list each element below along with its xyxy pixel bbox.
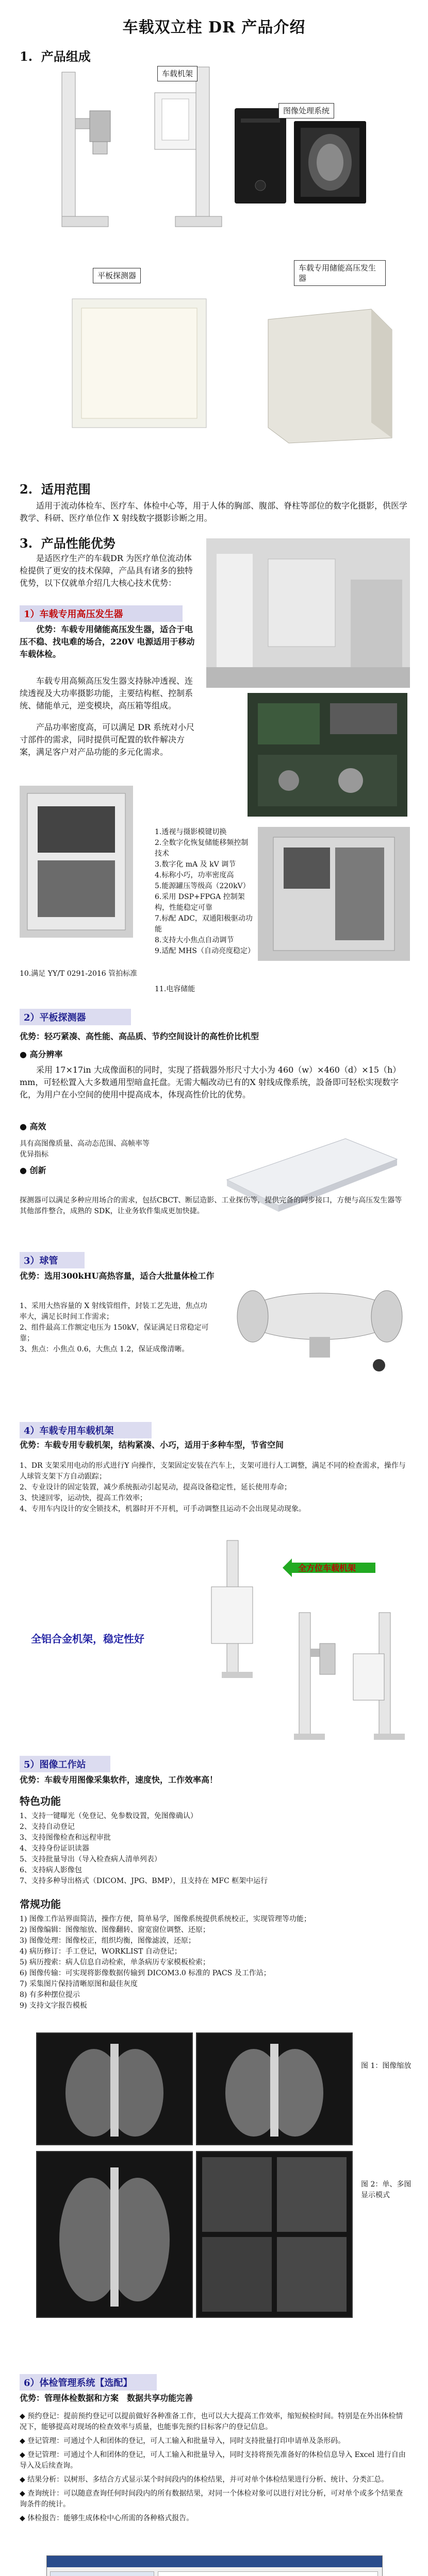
- pc-tower-image: [229, 103, 291, 206]
- heading-efficient: ● 高效: [20, 1122, 46, 1131]
- subsection-1-p2: 车载专用高频高压发生器支持脉冲透视、连续透视及大功率摄影功能，主要结构框、控制系统、储能单元，逆变模块，高压箱等组成。: [20, 676, 193, 710]
- special-feature-item: 3、支持图像检查和远程审批: [20, 1834, 111, 1842]
- tube-line: 1、采用大热容量的 X 射线管组件，封装工艺先进，焦点功率大，满足长时间工作需求；: [20, 1302, 207, 1321]
- section-6-advantage: 优势：管理体检数据和方案 数据共享功能完善: [20, 2393, 193, 2403]
- section-6-bar: 6）体检管理系统【选配】: [20, 2374, 157, 2391]
- bullet-item: ◆ 登记管理：可通过个人和团体的登记，可人工输入和批量导入，同时支持批量打印申请单及条形码。: [20, 2437, 345, 2445]
- section-1-label: 产品组成: [41, 49, 91, 64]
- figure-1-caption: 图 1：图像缩放: [361, 2062, 411, 2070]
- xray-image-multi-view: [196, 2151, 353, 2318]
- standard-feature-item: 4) 病历修订：手工登记，WORKLIST 自动登记；: [20, 1947, 182, 1956]
- section-1-number: 1.: [20, 49, 33, 64]
- flat-panel-detector-image: [62, 289, 217, 438]
- frame-line: 1、DR 支架采用电动的形式进行Y 向操作，支架固定安装在汽车上，支架可进行人工调整，满足不同的检查需求，操作与人球管支架下方自动跟踪；: [20, 1462, 406, 1481]
- feature-item: 4.标称小巧，功率密度高: [155, 871, 234, 879]
- standard-feature-item: 9) 支持文字报告模板: [20, 2002, 87, 2010]
- standard-feature-item: 7) 采集图片保持清晰原图和最佳灰度: [20, 1980, 138, 1988]
- section-3-intro: 是适医疗生产的车载DR 为医疗单位流动体检提供了更安的技术保障，产品具有诸多的独特优势，以下仅就单介绍几大核心技术优势：: [20, 553, 193, 588]
- heading-high-res-text: 高分辨率: [29, 1049, 63, 1059]
- label-generator: 车载专用储能高压发生器: [294, 260, 386, 286]
- bullet-text: 体检报告：能够生成体检中心所需的各种格式报告。: [27, 2514, 194, 2522]
- subsection-1-advantage: 优势：车载专用储能高压发生器，适合于电压不稳、找电难的场合，220V 电源适用于移动车载体检。: [20, 624, 195, 659]
- feature-item: 2.全数字化恢复储能移频控制技术: [155, 839, 249, 858]
- callout-frame-2: 全铝合金机架，稳定性好: [31, 1633, 144, 1645]
- feature-item: 7.标配 ADC，双通阳极驱动功能: [155, 914, 253, 934]
- frame-column-image-1: [196, 1535, 268, 1680]
- special-feature-item: 4、支持身份证识读器: [20, 1844, 89, 1853]
- subsection-1-bar: 1）车载专用高压发生器: [20, 605, 183, 622]
- bullet-text: 登记管理：可通过个人和团体的登记，可人工输入和批量导入，同时支持将预先准备好的体检信息导入 Excel 进行自由导入及后续查询。: [20, 2451, 406, 2470]
- page-title: 车载双立柱 DR 产品介绍: [122, 19, 306, 37]
- subsection-4-bar: 4）车载专用车载机架: [20, 1422, 152, 1438]
- generator-cabinet-open-image: [20, 786, 133, 938]
- tube-lines: [20, 1301, 210, 1355]
- frame-line: 4、专用车内设计的安全锁技术，机器时开不开机，可手动调整且运动不会出现晃动现象。: [20, 1505, 306, 1513]
- innovation-text: 探测器可以满足多种应用场合的需求，包括CBCT、断层造影、工业探伤等，提供完备的同步接口，方便与高压发生器等其他部件整合，成熟的 SDK，让业务软件集成更加快捷。: [20, 1196, 402, 1215]
- standard-feature-item: 6) 图像传输：可实现将影像数据传输到 DICOM3.0 标准的 PACS 及工作站；: [20, 1969, 271, 1977]
- section-3-number: 3.: [20, 536, 33, 551]
- software-left-panel: [50, 2571, 154, 2576]
- bullet-text: 登记管理：可通过个人和团体的登记，可人工输入和批量导入，同时支持批量打印申请单及条形码。: [27, 2437, 345, 2445]
- bullet-item: ◆ 查询统计：可以随意查询任何时间段内的所有数据结果，对同一个体检对象可以进行对比分析，可对单个或多个结果查询条件的统计。: [20, 2489, 403, 2509]
- xray-tube-image: [232, 1260, 407, 1383]
- section-2-label: 适用范围: [41, 482, 91, 497]
- xray-image-chest-large: [36, 2151, 193, 2318]
- dr-stand-image: [46, 62, 242, 232]
- label-workstation: 图像处理系统: [278, 103, 334, 118]
- subsection-4-advantage: 优势：车载专用专载机架，结构紧凑、小巧，适用于多种车型，节省空间: [20, 1440, 284, 1450]
- feature-item: 6.采用 DSP+FPGA 控制架构，性能稳定可靠: [155, 893, 245, 912]
- feature-item: 8.支持大小焦点自动调节: [155, 936, 234, 944]
- bullet-text: 查询统计：可以随意查询任何时间段内的所有数据结果，对同一个体检对象可以进行对比分析，可对单个或多个结果查询条件的统计。: [20, 2489, 403, 2509]
- standard-feature-item: 8) 有多种摆位提示: [20, 1991, 80, 1999]
- standard-features-heading: 常规功能: [20, 1898, 61, 1910]
- special-feature-item: 1、支持一键曝光（免登记、免参数设置，免图像确认）: [20, 1812, 197, 1820]
- label-frame: 车载机架: [157, 66, 197, 81]
- standard-feature-item: 2) 图像编辑：图像缩放、图像翻转、窗宽窗位调整、还原；: [20, 1926, 210, 1934]
- section-6-bullets: [20, 2411, 409, 2527]
- section-3-label: 产品性能优势: [41, 536, 116, 551]
- callout-frame-1-text: 全方位车载机架: [298, 1563, 356, 1573]
- vehicle-interior-image: [206, 538, 410, 688]
- bullet-item: ◆ 登记管理：可通过个人和团体的登记，可人工输入和批量导入，同时支持将预先准备好的体检信息导入 Excel 进行自由导入及后续查询。: [20, 2451, 406, 2470]
- special-features-heading: 特色功能: [20, 1795, 61, 1807]
- subsection-3-advantage: 优势：选用300kHU高热容量，适合大批量体检工作: [20, 1271, 215, 1281]
- label-detector: 平板探测器: [93, 268, 141, 283]
- standard-feature-item: 1) 图像工作站界面简洁，操作方便，简单易学，图像系统提供系统校正，实现管理等功能；: [20, 1915, 311, 1923]
- bullet-text: 预约登记：提前预约登记可以提前做好各种准备工作，也可以大大提高工作效率，缩短候检时间。特别是在外出体检情况下，能够提高对现场的检查效率与质量，也能事先预约目标客户的登记信息。: [20, 2412, 403, 2431]
- frame-line: 2、专业设计的固定装置，减少系统振动引起晃动，提高设备稳定性，延长使用寿命；: [20, 1483, 291, 1492]
- exam-management-software-screenshot: [46, 2555, 383, 2576]
- high-res-text: 采用 17×17in 大成像面积的同时，实现了搭载器外形尺寸大小为 460（w）×460（d）×15（h）mm，可轻松置入大多数通用型暗盒托盘。无需大幅改动已有的X 射线成像系统，設备即可轻松实现数字化，为用户在小空间的使用中提高成本，体现高性价比的优势。: [20, 1065, 401, 1099]
- monitor-image: [291, 118, 369, 206]
- subsection-2-advantage: 优势：轻巧紧凑、高性能、高品质、节约空间设计的高性价比机型: [20, 1031, 259, 1041]
- standard-features-list: [20, 1914, 409, 2011]
- subsection-3-bar: 3）球管: [20, 1252, 85, 1268]
- generator-unit-image: [258, 827, 410, 961]
- bullet-item: ◆ 体检报告：能够生成体检中心所需的各种格式报告。: [20, 2514, 194, 2522]
- special-feature-item: 7、支持多种导出格式（DICOM、JPG、BMP），且支持在 MFC 框架中运行: [20, 1877, 268, 1885]
- bullet-item: ◆ 预约登记：提前预约登记可以提前做好各种准备工作，也可以大大提高工作效率，缩短候检时间。特别是在外出体检情况下，能够提高对现场的检查效率与质量，也能事先预约目标客户的登记信息。: [20, 2412, 403, 2431]
- special-feature-item: 5、支持批量导出（导入检查病人清单列表）: [20, 1855, 161, 1863]
- section-5-bar: 5）图像工作站: [20, 1756, 110, 1772]
- section-5-advantage: 优势：车载专用图像采集软件，速度快，工作效率高！: [20, 1775, 218, 1785]
- section-2-text: 适用于流动体检车、医疗车、体检中心等，用于人体的胸部、腹部、脊柱等部位的数字化摄影，供医学教学、科研、医疗单位作 X 射线数字摄影诊断之用。: [20, 501, 408, 523]
- generator-pcb-image: [248, 693, 407, 817]
- frame-column-image-3: [343, 1607, 415, 1741]
- section-2-number: 2.: [20, 482, 33, 497]
- special-feature-item: 6、支持病人影像包: [20, 1866, 82, 1874]
- software-titlebar: [47, 2556, 382, 2567]
- frame-column-image-2: [268, 1607, 340, 1741]
- standard-feature-item: 3) 图像处理：图像校正，组织均衡，图像滤波，还原；: [20, 1937, 195, 1945]
- heading-efficient-text: 高效: [29, 1122, 46, 1131]
- feature-item-10: 10.满足 YY/T 0291-2016 管拍标准: [20, 970, 138, 978]
- software-form-panel: [158, 2571, 378, 2576]
- feature-item: 5.能源罐压等级高（220kV）: [155, 882, 250, 890]
- heading-innovation-text: 创新: [29, 1165, 46, 1175]
- feature-item: 1.透视与摄影模键切换: [155, 828, 227, 836]
- feature-item: 9.适配 MHS（自动亮度稳定）: [155, 947, 255, 955]
- generator-cabinet-image: [248, 299, 402, 448]
- bullet-text: 结果分析：以树形、多结合方式显示某个时间段内的体检结果，并可对单个体检结果进行分析、统计、分类汇总。: [27, 2476, 389, 2484]
- xray-image-chest-1: [36, 2032, 193, 2145]
- tube-line: 2、组件最高工作额定电压为 150kV，保证满足日常稳定可靠；: [20, 1324, 209, 1343]
- xray-image-chest-2: [196, 2032, 353, 2145]
- standard-feature-item: 5) 病历搜索：病人信息自动检索，单条病历专家模板检索；: [20, 1958, 210, 1967]
- subsection-2-bar: 2）平板探测器: [20, 1009, 131, 1025]
- feature-item-11: 11.电容储能: [155, 985, 195, 993]
- heading-high-res: ● 高分辨率: [20, 1049, 63, 1059]
- section-2-heading: [20, 479, 91, 497]
- efficient-text: 具有高图像质量、高动态范围、高帧率等优异指标: [20, 1140, 150, 1159]
- frame-line: 3、快速回零，运动快，提高工作效率；: [20, 1494, 147, 1502]
- tube-line: 3、焦点：小焦点 0.6，大焦点 1.2，保证成像清晰。: [20, 1345, 189, 1353]
- bullet-item: ◆ 结果分析：以树形、多结合方式显示某个时间段内的体检结果，并可对单个体检结果进行分析、统计、分类汇总。: [20, 2476, 389, 2484]
- feature-item: 3.数字化 mA 及 kV 调节: [155, 860, 236, 869]
- callout-frame-1: [283, 1558, 375, 1579]
- section-3-heading: [20, 533, 116, 551]
- frame-lines: [20, 1461, 409, 1515]
- special-features-list: [20, 1811, 409, 1887]
- subsection-1-p3: 产品功率密度高，可以满足 DR 系统对小尺寸部件的需求，同时提供可配置的软件解决方案，满足客户对产品功能的多元化需求。: [20, 722, 195, 757]
- generator-features-list: [155, 827, 253, 957]
- special-feature-item: 2、支持自动登记: [20, 1823, 75, 1831]
- heading-innovation: ● 创新: [20, 1165, 46, 1175]
- figure-2-caption: 图 2：单、多图显示模式: [361, 2180, 411, 2199]
